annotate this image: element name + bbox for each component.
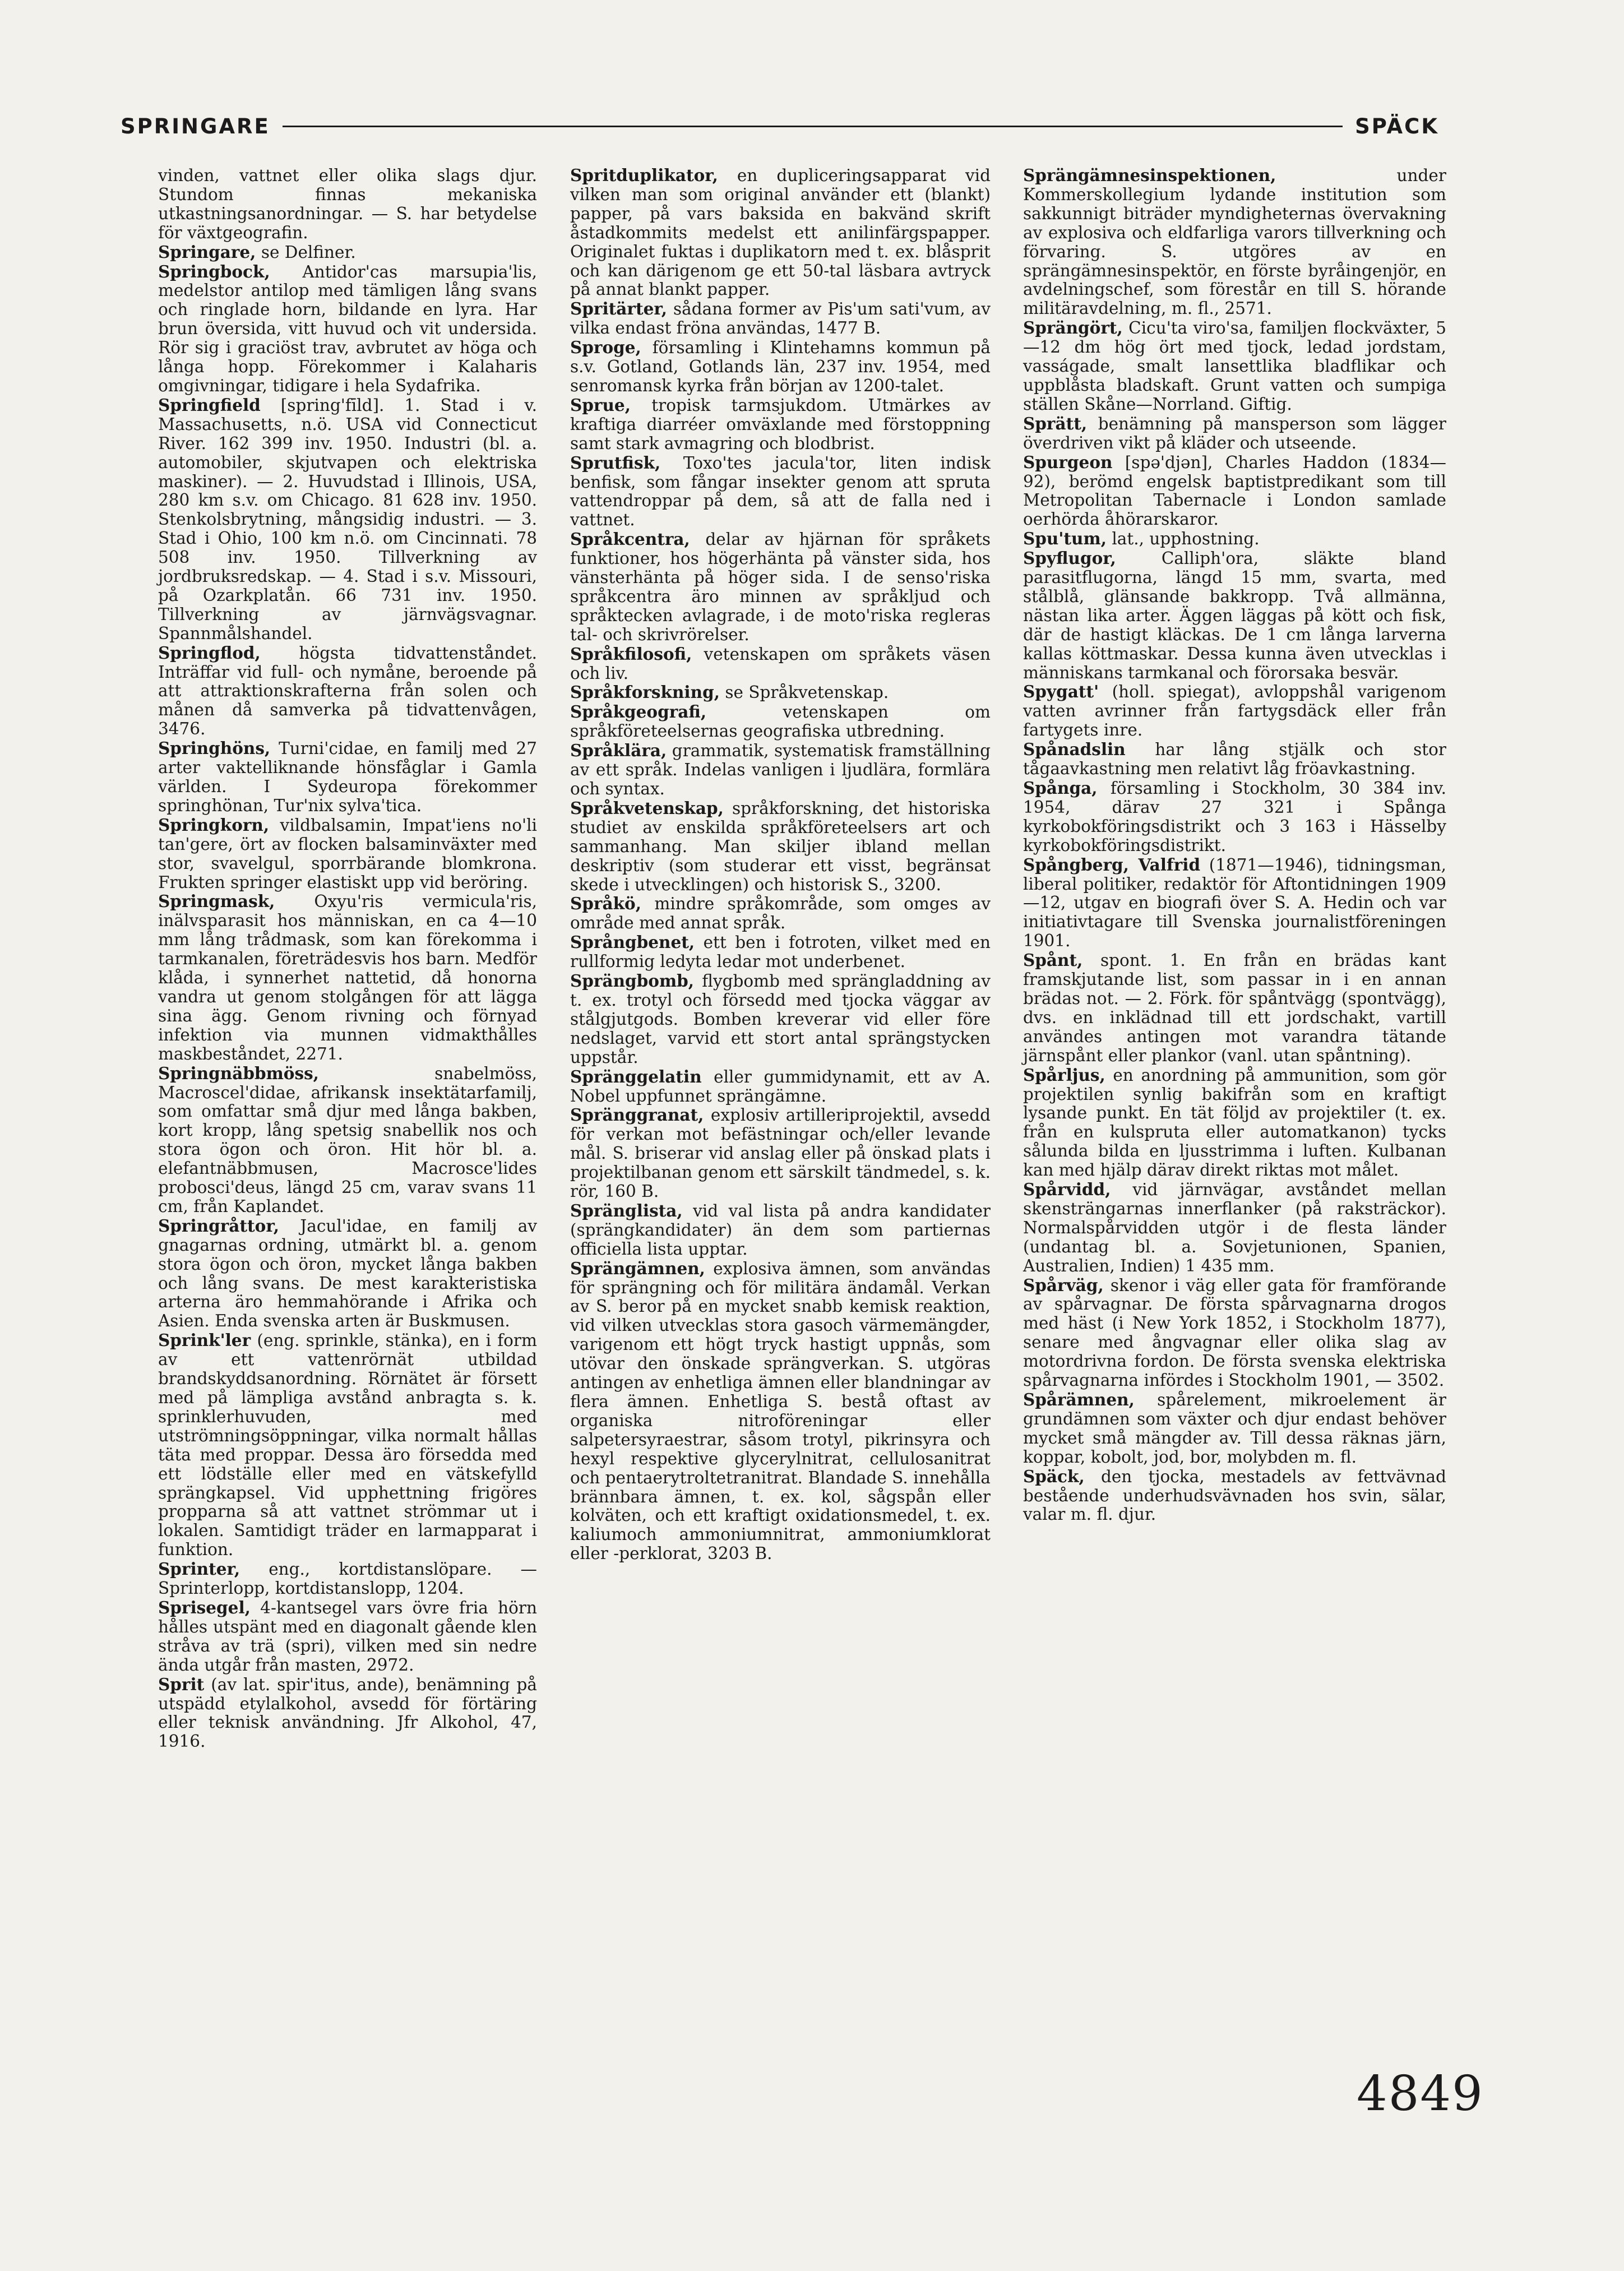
dictionary-entry xyxy=(570,683,991,702)
entry-text: se Delfiner. xyxy=(256,242,356,262)
entry-headword: Språkcentra, xyxy=(570,529,690,549)
dictionary-entry xyxy=(1023,166,1446,318)
entry-text: under Kommerskollegium lydande institution som sakkunnigt biträder myndigheternas övervakning av explosiva och eldfarliga varors tillverkning och förvaring. S. utgöres av en sprängämnesinspektör, en förste byråingenjör, en avdelningschef, som förestår en till S. hörande militäravdelning, m. fl., 2571. xyxy=(1023,166,1446,318)
entry-headword: Spårljus, xyxy=(1023,1065,1105,1085)
dictionary-entry xyxy=(1023,740,1446,779)
entry-headword: Sprängört, xyxy=(1023,318,1123,338)
dictionary-entry xyxy=(158,166,537,243)
entry-text: Antidor'cas marsupia'lis, medelstor antilop med tämligen lång svans och ringlade horn, bildande en lyra. Har brun översida, vitt huvud och vit undersida. Rör sig i graciöst trav, avbrutet av höga och långa hopp. Förekommer i Kalaharis omgivningar, tidigare i hela Sydafrika. xyxy=(158,262,537,395)
entry-text: Toxo'tes jacula'tor, liten indisk benfisk, som fångar insekter genom att spruta vattendroppar på dem, så att de falla ned i vattnet. xyxy=(570,453,991,530)
dictionary-entry xyxy=(570,799,991,895)
entry-headword: Spränglista, xyxy=(570,1200,683,1220)
dictionary-entry xyxy=(570,645,991,683)
entry-headword: Springkorn, xyxy=(158,815,270,835)
entry-text: vildbalsamin, Impat'iens no'li tan'gere, ört av flocken balsaminväxter med stor, svavelgul, sporrbärande blomkrona. Frukten springer elastiskt upp vid beröring. xyxy=(158,815,537,892)
dictionary-entry xyxy=(1023,549,1446,682)
dictionary-entry xyxy=(570,972,991,1067)
entry-headword: Språkfilosofi, xyxy=(570,644,692,664)
dictionary-entry xyxy=(158,1675,537,1752)
entry-headword: Spyflugor, xyxy=(1023,548,1116,568)
entry-text: Cicu'ta viro'sa, familjen flockväxter, 5—12 dm hög ört med tjock, ledad jordstam, vasságade, smalt lansettlika bladflikar och uppblåsta bladskaft. Grunt vatten och sumpiga ställen Skåne—Norrland. Giftig. xyxy=(1023,318,1446,414)
entry-text: högsta tidvattenståndet. Inträffar vid full- och nymåne, beroende på att attraktionskrafterna från solen och månen då samverka på tidvattenvågen, 3476. xyxy=(158,643,537,739)
page-number: 4849 xyxy=(1357,2066,1484,2122)
entry-headword: Sprink'ler xyxy=(158,1330,251,1350)
entry-text: församling i Klintehamns kommun på s.v. Gotland, Gotlands län, 237 inv. 1954, med senromansk kyrka från början av 1200-talet. xyxy=(570,338,991,395)
entry-headword: Spygatt' xyxy=(1023,682,1099,702)
dictionary-entry xyxy=(570,1067,991,1106)
entry-headword: Språkvetenskap, xyxy=(570,798,724,818)
entry-headword: Spritduplikator, xyxy=(570,165,718,185)
dictionary-entry xyxy=(1023,1390,1446,1467)
dictionary-entry xyxy=(570,894,991,933)
entry-headword: Spårvidd, xyxy=(1023,1180,1111,1200)
dictionary-entry xyxy=(1023,1180,1446,1276)
dictionary-entry xyxy=(1023,855,1446,951)
entry-headword: Spårämnen, xyxy=(1023,1390,1135,1409)
entry-headword: Spränggranat, xyxy=(570,1105,704,1125)
header-left-word: SPRINGARE xyxy=(121,114,270,138)
dictionary-entry xyxy=(158,1560,537,1598)
entry-headword: Språkforskning, xyxy=(570,682,720,702)
dictionary-entry xyxy=(158,816,537,892)
entry-text: Turni'cidae, en familj med 27 arter vaktelliknande hönsfåglar i Gamla världen. I Sydeuropa förekommer springhönan, Tur'nix sylva'tica. xyxy=(158,739,537,815)
dictionary-entry xyxy=(158,739,537,816)
dictionary-entry xyxy=(1023,682,1446,740)
dictionary-entry xyxy=(1023,318,1446,414)
entry-text: flygbomb med sprängladdning av t. ex. trotyl och försedd med tjocka väggar av stålgjutgods. Bomben kreverar vid eller före nedslaget, varvid ett stort antal sprängstycken uppstår. xyxy=(570,972,991,1067)
dictionary-entry xyxy=(570,741,991,799)
dictionary-entry xyxy=(570,1106,991,1201)
entry-headword: Spränggelatin xyxy=(570,1066,702,1086)
entry-text: spårelement, mikroelement är grundämnen som växter och djur endast behöver mycket små mängder av. Till dessa räknas järn, koppar, kobolt, jod, bor, molybden m. fl. xyxy=(1023,1390,1446,1467)
entry-headword: Springråttor, xyxy=(158,1215,280,1236)
entry-headword: Springmask, xyxy=(158,891,275,912)
entry-headword: Sprängämnen, xyxy=(570,1258,705,1278)
entry-text: vinden, vattnet eller olika slags djur. Stundom finnas mekaniska utkastningsanordningar. — S. har betydelse för växtgeografin. xyxy=(158,166,537,242)
entry-headword: Späck, xyxy=(1023,1466,1085,1486)
entry-text: Calliph'ora, släkte bland parasitflugorna, längd 15 mm, svarta, med stålblå, glänsande bakkropp. Två allmänna, nästan lika arter. Äggen läggas på kött och fisk, där de hastigt kläckas. De 1 cm långa larverna kallas köttmaskar. Dessa kunna även utvecklas i människans tarmkanal och förorsaka besvär. xyxy=(1023,549,1446,682)
entry-headword: Sprängämnesinspektionen, xyxy=(1023,165,1276,185)
dictionary-entry xyxy=(570,166,991,299)
entry-headword: Sprisegel, xyxy=(158,1597,251,1617)
column-right xyxy=(1023,166,1446,1524)
entry-text: eng., kortdistanslöpare. — Sprinterlopp, kortdistanslopp, 1204. xyxy=(158,1560,537,1598)
entry-text: (eng. sprinkle, stänka), en i form av ett vattenrörnät utbildad brandskyddsanordning. Rörnätet är försett med på lämpliga avstånd anbragta s. k. sprinklerhuvuden, med utströmningsöppningar, vilka normalt hållas täta med proppar. Dessa äro försedda med ett lödställe eller med en vätskefylld sprängkapsel. Vid upphettning frigöres propparna så att vattnet strömmar ut i lokalen. Samtidigt träder en larmapparat i funktion. xyxy=(158,1331,537,1560)
dictionary-entry xyxy=(158,644,537,739)
entry-text: vetenskapen om språkföreteelsernas geografiska utbredning. xyxy=(570,702,991,741)
dictionary-entry xyxy=(1023,951,1446,1065)
dictionary-entry xyxy=(1023,414,1446,453)
entry-text: en dupliceringsapparat vid vilken man som original använder ett (blankt) papper, på vars baksida en bakvänd skrift åstadkommits medelst ett anilinfärgspapper. Originalet fuktas i duplikatorn med t. ex. blåsprit och kan därigenom ge ett 50-tal läsbara avtryck på annat blankt papper. xyxy=(570,166,991,299)
entry-text: skenor i väg eller gata för framförande av spårvagnar. De första spårvagnarna drogos med häst (i New York 1852, i Stockholm 1877), senare med ångvagnar eller olika slag av motordrivna fordon. De första svenska elektriska spårvagnarna infördes i Stockholm 1901, — 3502. xyxy=(1023,1275,1446,1390)
dictionary-entry xyxy=(570,702,991,741)
header-rule xyxy=(283,126,1343,127)
entry-text: vid val lista på andra kandidater (sprängkandidater) än dem som partiernas officiella lista upptar. xyxy=(570,1201,991,1259)
entry-headword: Spurgeon xyxy=(1023,452,1113,472)
dictionary-entry xyxy=(158,243,537,262)
dictionary-entry xyxy=(1023,1276,1446,1390)
dictionary-entry xyxy=(158,1331,537,1560)
entry-text: vetenskapen om språkets väsen och liv. xyxy=(570,644,991,683)
dictionary-entry xyxy=(158,1598,537,1675)
dictionary-entry xyxy=(158,262,537,396)
entry-text: vid järnvägar, avståndet mellan skensträngarnas innerflanker (på raksträckor). Normalspårvidden utgör i de flesta länder (undantag bl. a. Sovjetunionen, Spanien, Australien, Indien) 1 435 mm. xyxy=(1023,1180,1446,1275)
dictionary-entry xyxy=(1023,779,1446,855)
entry-headword: Sprinter, xyxy=(158,1559,240,1579)
entry-text: sådana former av Pis'um sati'vum, av vilka endast fröna användas, 1477 B. xyxy=(570,299,991,338)
entry-headword: Spu'tum, xyxy=(1023,529,1107,549)
entry-headword: Sprue, xyxy=(570,395,631,415)
entry-text: delar av hjärnan för språkets funktioner, hos högerhänta på vänster sida, hos vänsterhänta på höger sida. I de senso'riska språkcentra äro minnen av språkljud och språktecken avlagrade, i de moto'riska regleras tal- och skrivrörelser. xyxy=(570,530,991,644)
dictionary-entry xyxy=(570,396,991,454)
dictionary-entry xyxy=(570,933,991,972)
dictionary-entry xyxy=(158,1217,537,1331)
entry-text: explosiv artilleriprojektil, avsedd för verkan mot befästningar och/eller levande mål. S. briserar vid anslag eller på önskad plats i projektilbanan genom ett särskilt tändmedel, s. k. rör, 160 B. xyxy=(570,1106,991,1201)
entry-headword: Sprit xyxy=(158,1674,205,1694)
entry-text: grammatik, systematisk framställning av ett språk. Indelas vanligen i ljudlära, formlära och syntax. xyxy=(570,741,991,798)
entry-text: mindre språkområde, som omges av område med annat språk. xyxy=(570,894,991,933)
entry-headword: Spårväg, xyxy=(1023,1275,1104,1295)
entry-text: (holl. spiegat), avloppshål varigenom vatten avrinner från fartygsdäck eller från fartygets inre. xyxy=(1023,682,1446,740)
entry-headword: Spångberg, Valfrid xyxy=(1023,854,1201,875)
entry-text: Jacul'idae, en familj av gnagarnas ordning, utmärkt bl. a. genom stora ögon och öron, mycket långa bakben och lång svans. De mest karakteristiska arterna äro hemmahörande i Afrika och Asien. Enda svenska arten är Buskmusen. xyxy=(158,1216,537,1331)
entry-headword: Språkgeografi, xyxy=(570,702,707,722)
dictionary-entry xyxy=(570,338,991,396)
entry-text: Oxyu'ris vermicula'ris, inälvsparasit hos människan, en ca 4—10 mm lång trådmask, som kan förekomma i tarmkanalen, företrädesvis hos barn. Medför klåda, i synnerhet nattetid, då honorna vandra ut genom stolgången för att lägga sina ägg. Genom rivning och förnyad infektion via munnen vidmakthålles maskbeståndet, 2271. xyxy=(158,892,537,1063)
entry-text: ett ben i fotroten, vilket med en rullformig ledyta ledar mot underbenet. xyxy=(570,933,991,972)
dictionary-entry xyxy=(1023,529,1446,549)
entry-text: [spring'fīld]. 1. Stad i v. Massachusetts, n.ö. USA vid Connecticut River. 162 399 inv. 1950. Industri (bl. a. automobiler, skjutvapen och elektriska maskiner). — 2. Huvudstad i Illinois, USA, 280 km s.v. om Chicago. 81 628 inv. 1950. Stenkolsbrytning, mångsidig industri. — 3. Stad i Ohio, 100 km n.ö. om Cincinnati. 78 508 inv. 1950. Tillverkning av jordbruksredskap. — 4. Stad i s.v. Missouri, på Ozarkplatån. 66 731 inv. 1950. Tillverkning av järnvägsvagnar. Spannmålshandel. xyxy=(158,395,537,643)
column-left xyxy=(158,166,537,1751)
entry-text: benämning på mansperson som lägger överdriven vikt på kläder och utseende. xyxy=(1023,414,1446,452)
entry-text: tropisk tarmsjukdom. Utmärkes av kraftiga diarréer omväxlande med förstoppning samt stark avmagring och blodbrist. xyxy=(570,395,991,453)
dictionary-entry xyxy=(158,1064,537,1217)
running-header xyxy=(121,109,1439,143)
column-middle xyxy=(570,166,991,1564)
entry-headword: Springfield xyxy=(158,395,261,415)
dictionary-entry xyxy=(158,396,537,644)
dictionary-entry xyxy=(158,892,537,1063)
entry-headword: Springare, xyxy=(158,242,256,262)
entry-text: församling i Stockholm, 30 384 inv. 1954, därav 27 321 i Spånga kyrkobokföringsdistrikt och 3 163 i Hässelby kyrkobokföringsdistrikt. xyxy=(1023,779,1446,855)
entry-headword: Spånadslin xyxy=(1023,739,1126,760)
entry-headword: Sprängbomb, xyxy=(570,971,695,991)
entry-headword: Språngbenet, xyxy=(570,932,695,952)
entry-text: en anordning på ammunition, som gör projektilen synlig bakifrån som en kraftigt lysande punkt. En tät följd av projektiler (t. ex. från en kulspruta eller automatkanon) tycks sålunda bilda en ljusstrimma i luften. Kulbanan kan med hjälp därav direkt riktas mot målet. xyxy=(1023,1065,1446,1180)
entry-text: [spə'djən], Charles Haddon (1834—92), berömd engelsk baptistpredikant som till Metropolitan Tabernacle i London samlade oerhörda åhörarskaror. xyxy=(1023,452,1446,529)
entry-text: eller gummidynamit, ett av A. Nobel uppfunnet sprängämne. xyxy=(570,1067,991,1106)
entry-text: (av lat. spir'itus, ande), benämning på utspädd etylalkohol, avsedd för förtäring eller teknisk användning. Jfr Alkohol, 47, 1916. xyxy=(158,1675,537,1751)
entry-text: lat., upphostning. xyxy=(1106,529,1260,549)
dictionary-entry xyxy=(570,299,991,338)
entry-text: 4-kantsegel vars övre fria hörn hålles utspänt med en diagonalt gående klen stråva av trä (spri), vilken med sin nedre ända utgår från masten, 2972. xyxy=(158,1598,537,1675)
entry-text: spont. 1. En från en brädas kant framskjutande list, som passar in i en annan brädas not. — 2. Förk. för spåntvägg (spontvägg), dvs. en inklädnad till ett jordschakt, vartill användes antingen mot varandra tätande järnspånt eller plankor (vanl. utan spåntning). xyxy=(1023,951,1446,1065)
entry-text: har lång stjälk och stor tågaavkastning men relativt låg fröavkastning. xyxy=(1023,740,1446,779)
entry-headword: Språkö, xyxy=(570,894,641,914)
entry-text: den tjocka, mestadels av fettvävnad bestående underhudsvävnaden hos svin, sälar, valar m. fl. djur. xyxy=(1023,1467,1446,1524)
dictionary-entry xyxy=(570,530,991,644)
dictionary-entry xyxy=(570,454,991,530)
dictionary-entry xyxy=(570,1259,991,1564)
entry-text: språkforskning, det historiska studiet av enskilda språkföreteelsers art och sammanhang. Man skiljer ibland mellan deskriptiv (som studerar ett visst, begränsat skede i utvecklingen) och historisk S., 3200. xyxy=(570,798,991,894)
entry-headword: Språklära, xyxy=(570,741,667,761)
entry-headword: Spånga, xyxy=(1023,778,1098,798)
dictionary-entry xyxy=(570,1201,991,1259)
entry-text: se Språkvetenskap. xyxy=(719,683,889,702)
entry-text: snabelmöss, Macroscel'didae, afrikansk insektätarfamilj, som omfattar små djur med långa bakben, kort kropp, lång spetsig snabellik nos och stora ögon och öron. Hit hör bl. a. elefantnäbbmusen, Macrosce'lides probosci'deus, längd 25 cm, varav svans 11 cm, från Kaplandet. xyxy=(158,1063,537,1216)
entry-text: explosiva ämnen, som användas för sprängning och för militära ändamål. Verkan av S. beror på en mycket snabb kemisk reaktion, vid vilken utvecklas stora gasoch värmemängder, varigenom ett högt tryck hastigt uppnås, som utövar den önskade sprängverkan. S. utgöras antingen av enhetliga ämnen eller blandningar av flera ämnen. Enhetliga S. bestå oftast av organiska nitroföreningar eller salpetersyraestrar, såsom trotyl, pikrinsyra och hexyl respektive glycerylnitrat, cellulosanitrat och pentaerytroltetranitrat. Blandade S. innehålla brännbara ämnen, t. ex. kol, sågspån eller kolväten, och ett kraftigt oxidationsmedel, t. ex. kaliumoch ammoniumnitrat, ammoniumklorat eller -perklorat, 3203 B. xyxy=(570,1259,991,1564)
entry-headword: Springflod, xyxy=(158,642,261,663)
dictionary-entry xyxy=(1023,453,1446,530)
entry-headword: Spritärter, xyxy=(570,299,668,319)
entry-headword: Spånt, xyxy=(1023,950,1083,970)
entry-text: (1871—1946), tidningsman, liberal politiker, redaktör för Aftontidningen 1909—12, utgav en biografi över S. A. Hedin och var initiativtagare till Svenska journalistföreningen 1901. xyxy=(1023,855,1446,951)
dictionary-entry xyxy=(1023,1467,1446,1525)
entry-headword: Springhöns, xyxy=(158,738,271,758)
entry-headword: Sprätt, xyxy=(1023,413,1088,433)
dictionary-entry xyxy=(1023,1066,1446,1180)
entry-headword: Sproge, xyxy=(570,337,641,358)
entry-headword: Sprutfisk, xyxy=(570,452,661,473)
entry-headword: Springnäbbmöss, xyxy=(158,1063,319,1083)
header-right-word: SPÄCK xyxy=(1355,114,1439,138)
entry-headword: Springbock, xyxy=(158,261,270,281)
